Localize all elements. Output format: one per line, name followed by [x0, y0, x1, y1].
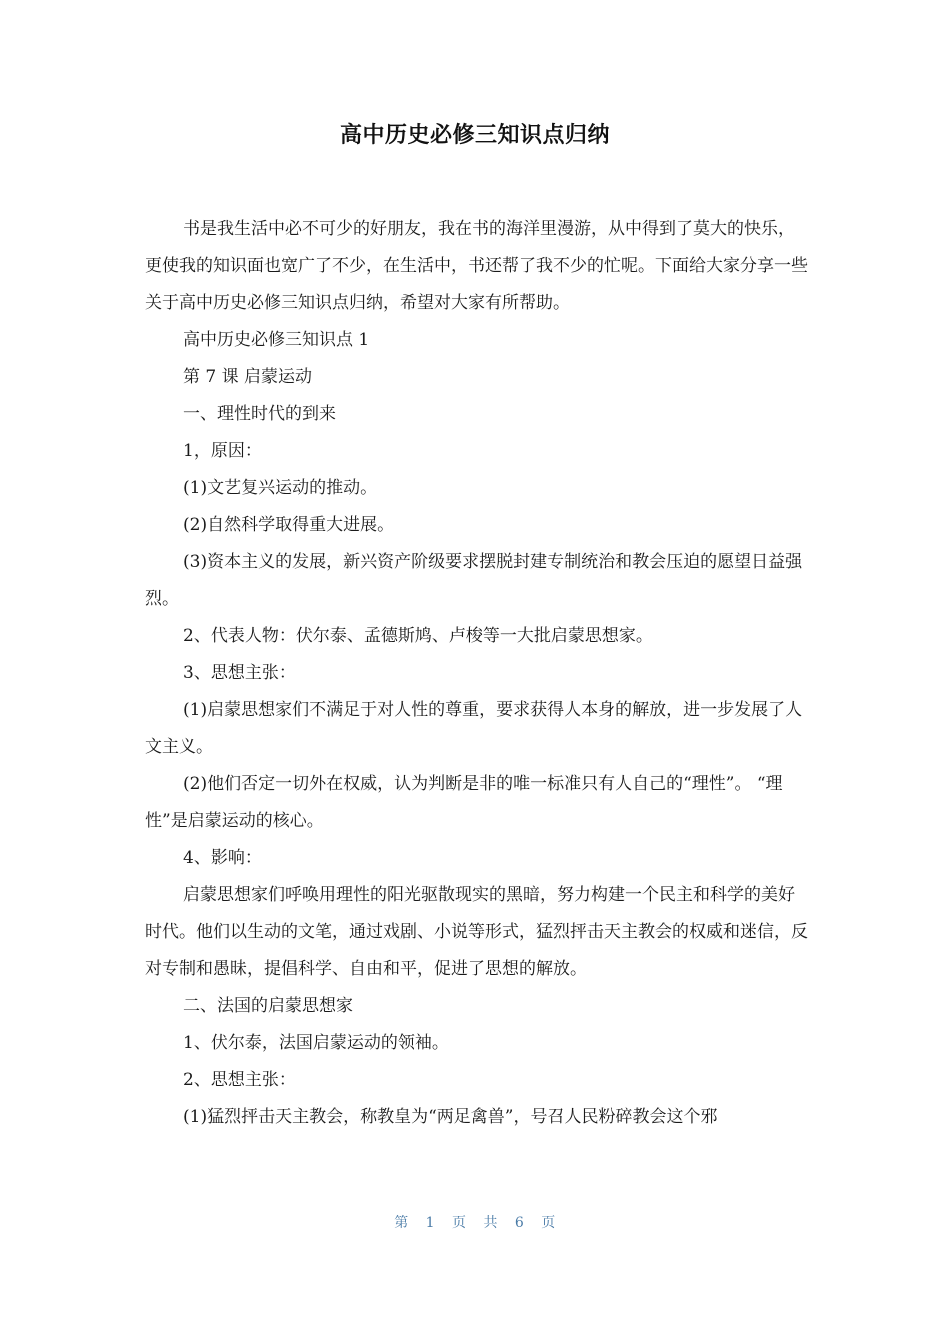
paragraph: 启蒙思想家们呼唤用理性的阳光驱散现实的黑暗，努力构建一个民主和科学的美好时代。他们以生动的文笔，通过戏剧、小说等形式，猛烈抨击天主教会的权威和迷信，反对专制和愚昧，提倡科学、自由和平，促进了思想的解放。: [145, 885, 808, 979]
paragraph: 第 7 课 启蒙运动: [183, 367, 313, 387]
paragraph: 2、代表人物：伏尔泰、孟德斯鸠、卢梭等一大批启蒙思想家。: [183, 626, 653, 646]
paragraph: 一、理性时代的到来: [183, 404, 336, 424]
paragraph: (1)启蒙思想家们不满足于对人性的尊重，要求获得人本身的解放，进一步发展了人文主义。: [145, 700, 803, 757]
paragraph: 1、伏尔泰，法国启蒙运动的领袖。: [183, 1033, 449, 1053]
paragraph: 二、法国的启蒙思想家: [183, 996, 353, 1016]
document-body: [145, 211, 810, 1136]
document-title: 高中历史必修三知识点归纳: [339, 123, 610, 148]
paragraph: (2)他们否定一切外在权威，认为判断是非的唯一标准只有人自己的“理性”。 “理性”是启蒙运动的核心。: [145, 774, 783, 831]
paragraph: 1，原因：: [183, 441, 262, 461]
paragraph: 4、影响：: [183, 848, 262, 868]
page-number-footer: 第 1 页 共 6 页: [394, 1215, 556, 1231]
paragraph: 2、思想主张：: [183, 1070, 296, 1090]
paragraph: 高中历史必修三知识点 1: [183, 330, 370, 350]
paragraph: (1)文艺复兴运动的推动。: [183, 478, 378, 498]
paragraph: 3、思想主张：: [183, 663, 296, 683]
paragraph: (1)猛烈抨击天主教会，称教皇为“两足禽兽”，号召人民粉碎教会这个邪: [183, 1107, 718, 1127]
paragraph: (2)自然科学取得重大进展。: [183, 515, 395, 535]
paragraph: (3)资本主义的发展，新兴资产阶级要求摆脱封建专制统治和教会压迫的愿望日益强烈。: [145, 552, 803, 609]
paragraph: 书是我生活中必不可少的好朋友，我在书的海洋里漫游，从中得到了莫大的快乐，更使我的知识面也宽广了不少，在生活中，书还帮了我不少的忙呢。下面给大家分享一些关于高中历史必修三知识点归纳，希望对大家有所帮助。: [145, 219, 808, 313]
